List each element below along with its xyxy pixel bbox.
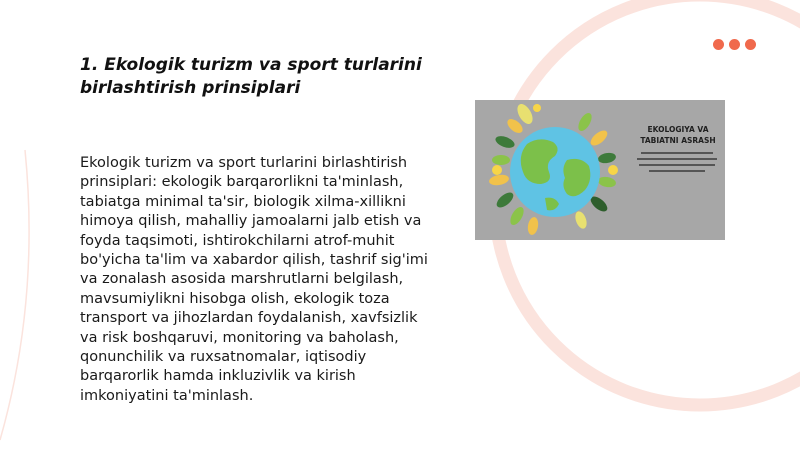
subtext-line (649, 170, 705, 172)
decorative-thin-arc (0, 150, 29, 440)
globe-illustration (475, 100, 640, 240)
leaf (488, 173, 509, 186)
leaf (508, 205, 527, 227)
leaf (494, 190, 516, 211)
leaf (588, 128, 610, 149)
leaf (597, 176, 616, 189)
leaf (573, 210, 589, 230)
ecology-image (475, 100, 725, 240)
leaf (527, 216, 540, 235)
leaf (492, 155, 510, 165)
menu-dots (713, 39, 756, 50)
subtext-line (637, 158, 717, 160)
image-subtext-lines (635, 152, 719, 178)
dot-3 (745, 39, 756, 50)
leaf (494, 134, 516, 150)
subtext-line (639, 164, 715, 166)
slide-body: Ekologik turizm va sport turlarini birlashtirish prinsiplari: ekologik barqarorlikni ta'minlash, tabiatga minimal ta'sir, biologik xilma-xillikni himoya qilish, mahalliy jamoalarni jalb etish va foyda taqsimoti, ishtirokchilarni atrof-muhit bo'yicha ta'lim va xabardor qilish, tashrif sig'imi va zonalash asosida marshrutlarni belgilash, mavsumiylikni hisobga olish, ekologik toza transport va jihozlardan foydalanish, xavfsizlik va risk boshqaruvi, monitoring va baholash, qonunchilik va ruxsatnomalar, iqtisodiy barqarorlik hamda inkluzivlik va kirish imkoniyatini ta'minlash. (80, 155, 428, 404)
flower (608, 165, 618, 175)
flower (492, 165, 502, 175)
slide-title: 1. Ekologik turizm va sport turlarini birlashtirish prinsiplari (80, 55, 422, 98)
leaf (576, 111, 595, 133)
leaf (597, 152, 616, 165)
subtext-line (641, 152, 713, 154)
image-heading: EKOLOGIYA VA TABIATNI ASRASH (640, 125, 716, 145)
dot-1 (713, 39, 724, 50)
dot-2 (729, 39, 740, 50)
flower (533, 104, 541, 112)
